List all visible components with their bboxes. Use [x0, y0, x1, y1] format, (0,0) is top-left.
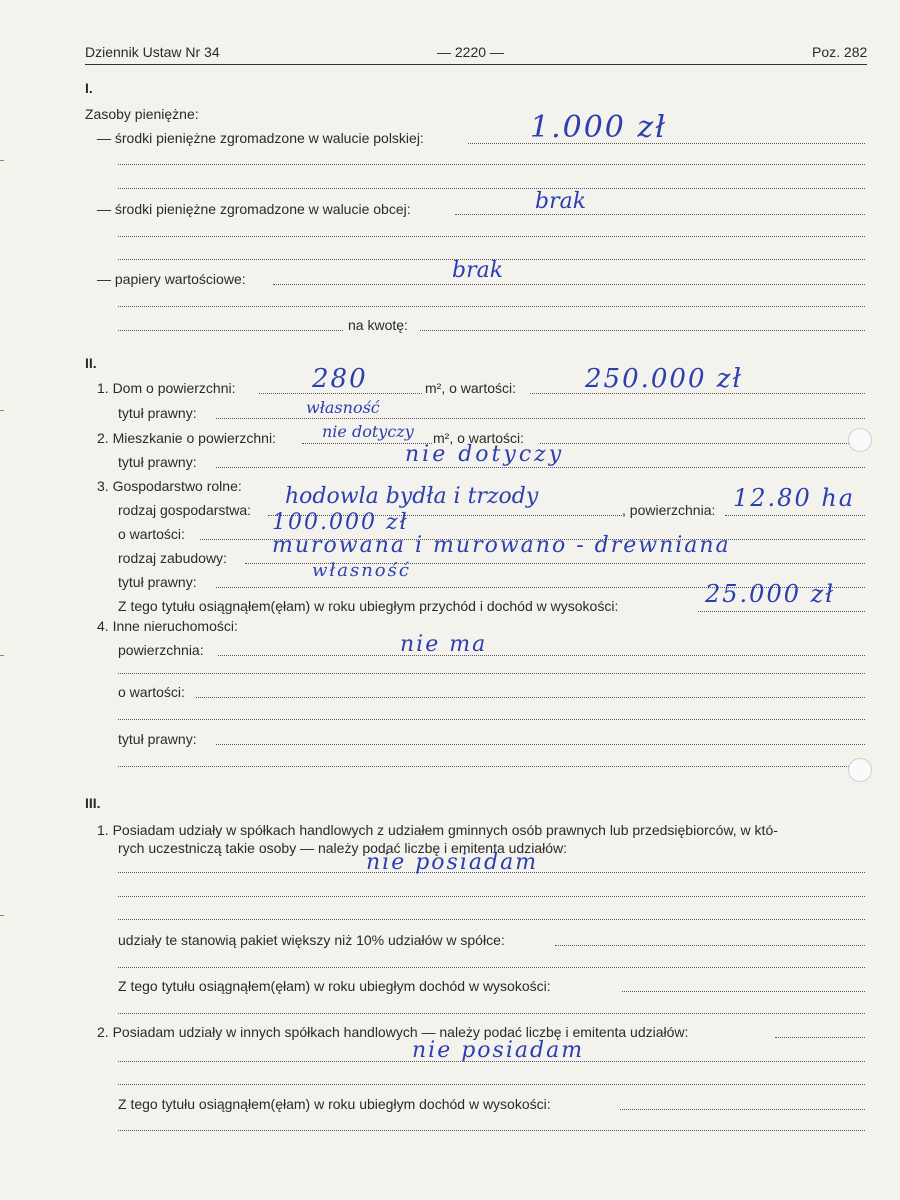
shares2-label: 2. Posiadam udziały w innych spółkach handlowych — należy podać liczbę i emitenta udziałów:: [97, 1024, 689, 1040]
securities-label: — papiery wartościowe:: [97, 271, 246, 287]
scan-edge-mark: [0, 915, 4, 916]
other-worth-extra-line: [118, 719, 865, 720]
flat-title-value: nie dotyczy: [405, 442, 565, 467]
pln-label: — środki pieniężne zgromadzone w walucie polskiej:: [97, 130, 424, 146]
flat-title-line: [216, 467, 865, 468]
other-title-extra-line: [118, 766, 865, 767]
farm-income-label: Z tego tytułu osiągnąłem(ęłam) w roku ubiegłym przychód i dochód w wysokości:: [118, 598, 619, 614]
other-area-label: powierzchnia:: [118, 642, 204, 658]
buildings-label: rodzaj zabudowy:: [118, 550, 227, 566]
header-position: Poz. 282: [812, 44, 868, 60]
fx-field-line: [455, 214, 865, 215]
header-journal: Dziennik Ustaw Nr 34: [85, 44, 220, 60]
farm-title-value: własność: [312, 560, 411, 581]
securities-extra-line: [118, 306, 865, 307]
house-value: 250.000 zł: [585, 364, 743, 394]
shares2-income-extra-line: [118, 1130, 865, 1131]
shares2-value: nie posiadam: [412, 1038, 585, 1063]
shares1-line2: rych uczestniczą takie osoby — należy podać liczbę i emitenta udziałów:: [118, 840, 567, 856]
farm-worth-label: o wartości:: [118, 526, 185, 542]
other-area-extra-line: [118, 673, 865, 674]
farm-type-value: hodowla bydła i trzody: [285, 484, 539, 509]
pln-extra-line-1: [118, 164, 865, 165]
other-area-line: [218, 655, 865, 656]
shares2-income-line: [620, 1109, 865, 1110]
shares2-line-b: [118, 1084, 865, 1085]
section-i-heading: I.: [85, 80, 93, 96]
amount-label: na kwotę:: [348, 317, 408, 333]
shares2-income-label: Z tego tytułu osiągnąłem(ęłam) w roku ubiegłym dochód w wysokości:: [118, 1096, 551, 1112]
farm-label: 3. Gospodarstwo rolne:: [97, 478, 242, 494]
punch-hole-bottom: [848, 758, 872, 782]
other-title-line: [216, 744, 865, 745]
scan-edge-mark: [0, 410, 4, 411]
farm-worth-value: 100.000 zł: [272, 510, 409, 535]
fx-label: — środki pieniężne zgromadzone w walucie obcej:: [97, 201, 411, 217]
house-title-label: tytuł prawny:: [118, 405, 197, 421]
scan-edge-mark: [0, 160, 4, 161]
header-rule: [85, 64, 867, 65]
shares1-income-extra-line: [118, 1013, 865, 1014]
amount-line-left: [118, 330, 343, 331]
flat-m2-label: m², o wartości:: [433, 430, 525, 446]
farm-area-line: [725, 515, 865, 516]
shares1-value: nie posiadam: [366, 850, 539, 875]
shares2-line: [775, 1037, 865, 1038]
package-line: [555, 945, 865, 946]
other-title-label: tytuł prawny:: [118, 731, 197, 747]
header-page-number: — 2220 —: [437, 44, 504, 60]
farm-type-label: rodzaj gospodarstwa:: [118, 502, 252, 518]
house-title-value: własność: [306, 398, 380, 417]
farm-title-label: tytuł prawny:: [118, 574, 197, 590]
house-area-value: 280: [312, 364, 368, 394]
shares1-income-label: Z tego tytułu osiągnąłem(ęłam) w roku ubiegłym dochód w wysokości:: [118, 978, 551, 994]
pln-value: 1.000 zł: [530, 110, 667, 145]
flat-label: 2. Mieszkanie o powierzchni:: [97, 430, 276, 446]
amount-line-right: [420, 330, 865, 331]
package-label: udziały te stanowią pakiet większy niż 10% udziałów w spółce:: [118, 932, 505, 948]
punch-hole-top: [848, 428, 872, 452]
farm-area-label: , powierzchnia:: [622, 502, 716, 518]
shares1-income-line: [622, 991, 865, 992]
flat-value-line: [540, 443, 865, 444]
house-m2-label: m², o wartości:: [425, 380, 517, 396]
other-property-label: 4. Inne nieruchomości:: [97, 618, 238, 634]
farm-income-value: 25.000 zł: [705, 580, 836, 608]
package-extra-line: [118, 967, 865, 968]
other-worth-line: [196, 697, 865, 698]
shares1-line-b: [118, 896, 865, 897]
pln-extra-line-2: [118, 188, 865, 189]
farm-area-value: 12.80 ha: [733, 484, 856, 512]
other-worth-label: o wartości:: [118, 684, 185, 700]
securities-field-line: [273, 284, 865, 285]
house-title-line: [216, 418, 865, 419]
shares1-line-c: [118, 919, 865, 920]
flat-area-value: nie dotyczy: [322, 422, 414, 441]
section-ii-heading: II.: [85, 355, 97, 371]
shares1-line1: 1. Posiadam udziały w spółkach handlowych z udziałem gminnych osób prawnych lub przedsiębiorców, w któ-: [97, 822, 778, 838]
house-label: 1. Dom o powierzchni:: [97, 380, 236, 396]
buildings-value: murowana i murowano - drewniana: [272, 533, 731, 558]
section-iii-heading: III.: [85, 795, 101, 811]
cash-title: Zasoby pieniężne:: [85, 106, 199, 122]
other-area-value: nie ma: [400, 632, 488, 657]
scan-edge-mark: [0, 655, 4, 656]
fx-value: brak: [535, 189, 587, 214]
securities-value: brak: [452, 258, 504, 283]
fx-extra-line-1: [118, 236, 865, 237]
farm-income-line: [698, 611, 865, 612]
flat-title-label: tytuł prawny:: [118, 454, 197, 470]
